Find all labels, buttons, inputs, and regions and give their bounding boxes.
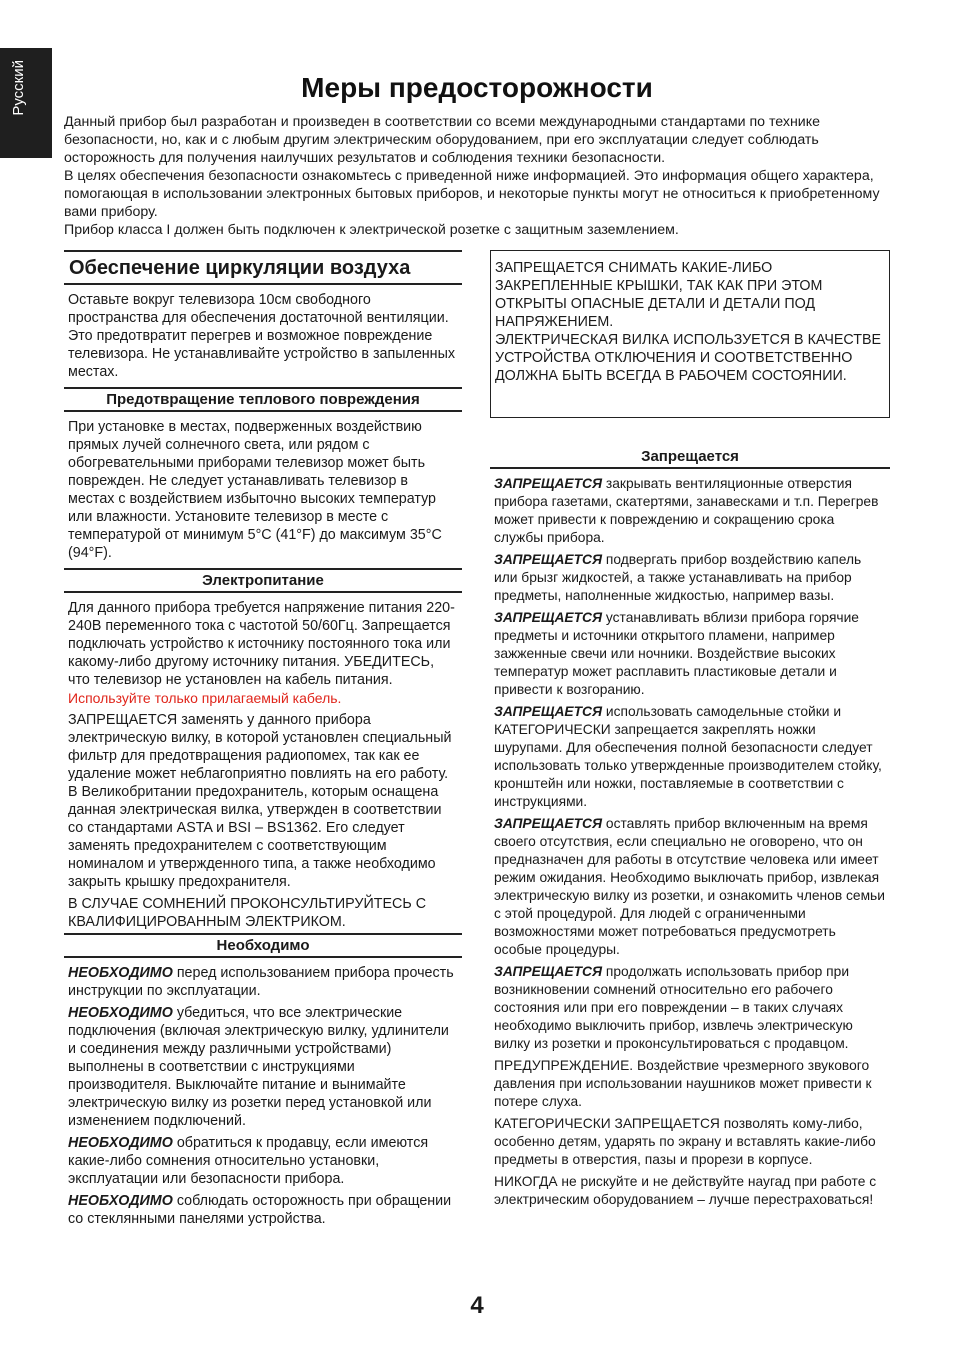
forbidden-item-text: устанавливать вблизи прибора горячие предметы и источники открытого пламени, например зажженные свечи или ночники. Воздействие высоких температур может расплавить пластиковые детали и привести к возгоранию. [494,610,859,697]
cable-warning: Используйте только прилагаемый кабель. [68,690,342,706]
forbidden-item-text: продолжать использовать прибор при возникновении сомнений относительно его рабочего состояния или при его повреждении – в таких случаях необходимо выключить прибор, извлечь электрическую вилку из розетки и проконсультироваться с продавцом. [494,964,853,1051]
forbidden-section [490,469,890,1215]
forbidden-keyword: ЗАПРЕЩАЕТСЯ [494,476,603,491]
required-item [68,1134,458,1188]
heat-damage-heading: Предотвращение теплового повреждения [64,387,462,412]
forbidden-keyword: ЗАПРЕЩАЕТСЯ [494,704,603,719]
required-item-text: убедиться, что все электрические подключения (включая электрическую вилку, удлинители и соединения между различными устройствами) выполнены в соответствии с инструкциями производителя. Выключайте питание и вынимайте электрическую вилку из розетки перед установкой или изменением подключений. [68,1005,449,1129]
forbidden-item-text: закрывать вентиляционные отверстия прибора газетами, скатертями, занавесками и т.п. Перегрев может привести к повреждению и сокращению срока службы прибора. [494,476,879,545]
forbidden-keyword: ЗАПРЕЩАЕТСЯ [494,552,603,567]
forbidden-heading: Запрещается [490,446,890,469]
forbidden-keyword: ЗАПРЕЩАЕТСЯ [494,610,603,625]
hazard-notice-plug: ЭЛЕКТРИЧЕСКАЯ ВИЛКА ИСПОЛЬЗУЕТСЯ В КАЧЕСТВЕ УСТРОЙСТВА ОТКЛЮЧЕНИЯ И СООТВЕТСТВЕННО ДОЛЖНА БЫТЬ ВСЕГДА В РАБОЧЕМ СОСТОЯНИИ. [495,332,882,384]
intro [64,113,894,239]
required-keyword: НЕОБХОДИМО [68,1005,173,1021]
forbidden-item [494,703,886,811]
air-circulation-text: Оставьте вокруг телевизора 10см свободного пространства для обеспечения достаточной вентиляции. Это предотвратит перегрев и возможное повреждение телевизора. Не устанавливайте устройство в запыленных местах. [68,292,456,380]
forbidden-item [494,609,886,699]
required-keyword: НЕОБХОДИМО [68,1193,173,1209]
power-supply-section [64,593,462,933]
required-heading: Необходимо [64,933,462,958]
right-column [490,250,890,1215]
intro-paragraph: Данный прибор был разработан и произведен в соответствии со всеми международными стандартами по технике безопасности, но, как и с любым другим электрическим оборудованием, при его эксплуатации следует соблюдать осторожность для получения наилучших результатов и соблюдения техники безопасности. [64,114,820,166]
required-item [68,1192,458,1228]
never-risk-note: НИКОГДА не рискуйте и не действуйте наугад при работе с электрическим оборудованием – лучше перестраховаться! [494,1174,877,1207]
required-item-text: обратиться к продавцу, если имеются какие-либо сомнения относительно установки, эксплуатации или безопасности прибора. [68,1135,429,1187]
air-circulation-section [64,285,462,387]
heat-damage-text: При установке в местах, подверженных воздействию прямых лучей солнечного света, или рядом с обогревательными приборами телевизор может быть поврежден. Не следует устанавливать телевизор в местах с воздействием избыточно высоких температур или влажности. Установите телевизор в месте с температурой от минимум 5°C (41°F) до максимум 35°C (94°F). [68,419,442,561]
required-item-text: перед использованием прибора прочесть инструкции по эксплуатации. [68,965,454,999]
forbidden-item [494,815,886,959]
air-circulation-heading: Обеспечение циркуляции воздуха [64,250,462,285]
forbidden-item [494,963,886,1053]
forbidden-item-text: подвергать прибор воздействию капель или брызг жидкостей, а также устанавливать на прибор предметы, наполненные жидкостью, например вазы. [494,552,862,603]
required-keyword: НЕОБХОДИМО [68,1135,173,1151]
plug-replacement-text: ЗАПРЕЩАЕТСЯ заменять у данного прибора электрическую вилку, в которой установлен специальный фильтр для предотвращения радиопомех, так как ее удаление может неблагоприятно повлиять на его работу. В Великобритании предохранитель, которым оснащена данная электрическая вилка, утвержден в соответствии со стандартами ASTA и BSI – BS1362. Его следует заменять предохранителем с соответствующим номиналом и утвержденного типа, а также необходимо закрыть крышку предохранителя. [68,712,452,890]
forbidden-keyword: ЗАПРЕЩАЕТСЯ [494,816,603,831]
page-number: 4 [470,1292,484,1319]
left-column [64,250,462,1234]
forbidden-item [494,475,886,547]
forbidden-item-text: использовать самодельные стойки и КАТЕГОРИЧЕСКИ запрещается закреплять ножки шурупами. Для обеспечения полной безопасности следует использовать только утвержденные производителем стойку, кронштейн или ножки, поставляемые в соответствии с инструкциями. [494,704,882,809]
electrician-advice: В СЛУЧАЕ СОМНЕНИЙ ПРОКОНСУЛЬТИРУЙТЕСЬ С КВАЛИФИЦИРОВАННЫМ ЭЛЕКТРИКОМ. [68,896,427,930]
required-keyword: НЕОБХОДИМО [68,965,173,981]
required-item [68,1004,458,1130]
forbidden-item [494,551,886,605]
required-section [64,958,462,1234]
required-item-text: соблюдать осторожность при обращении со стеклянными панелями устройства. [68,1193,452,1227]
intro-paragraph: В целях обеспечения безопасности ознакомьтесь с приведенной ниже информацией. Это информация общего характера, помогающая в использовании электронных бытовых приборов, и некоторые пункты могут не относиться к приобретенному вами прибору. [64,168,880,220]
heat-damage-section [64,412,462,568]
power-supply-heading: Электропитание [64,568,462,593]
hazard-notice-box [490,250,890,418]
page-title: Меры предосторожности [301,72,653,103]
forbidden-item-text: оставлять прибор включенным на время своего отсутствия, если специально не оговорено, что он предназначен для работы в отсутствие человека или имеет режим ожидания. Необходимо выключать прибор, извлекая электрическую вилку из розетки, и ознакомить членов семьи с этой процедурой. Для людей с ограниченными возможностями может потребоваться предусмотреть особые процедуры. [494,816,885,957]
intro-paragraph: Прибор класса I должен быть подключен к электрической розетке с защитным заземлением. [64,222,679,238]
power-supply-text: Для данного прибора требуется напряжение питания 220-240В переменного тока с частотой 50/60Гц. Запрещается подключать устройство к источнику постоянного тока или какому-либо другому источнику питания. УБЕДИТЕСЬ, что телевизор не установлен на кабель питания. [68,600,455,688]
hazard-notice-covers: ЗАПРЕЩАЕТСЯ СНИМАТЬ КАКИЕ-ЛИБО ЗАКРЕПЛЕННЫЕ КРЫШКИ, ТАК КАК ПРИ ЭТОМ ОТКРЫТЫ ОПАСНЫЕ ДЕТАЛИ И ДЕТАЛИ ПОД НАПРЯЖЕНИЕМ. [495,260,823,330]
required-item [68,964,458,1000]
language-tab-label: Русский [10,60,27,116]
screen-impact-warning: КАТЕГОРИЧЕСКИ ЗАПРЕЩАЕТСЯ позволять кому-либо, особенно детям, ударять по экрану и вставлять какие-либо предметы в отверстия, пазы и прорези в корпусе. [494,1116,876,1167]
forbidden-keyword: ЗАПРЕЩАЕТСЯ [494,964,603,979]
headphone-warning: ПРЕДУПРЕЖДЕНИЕ. Воздействие чрезмерного звукового давления при использовании наушников может привести к потере слуха. [494,1058,872,1109]
